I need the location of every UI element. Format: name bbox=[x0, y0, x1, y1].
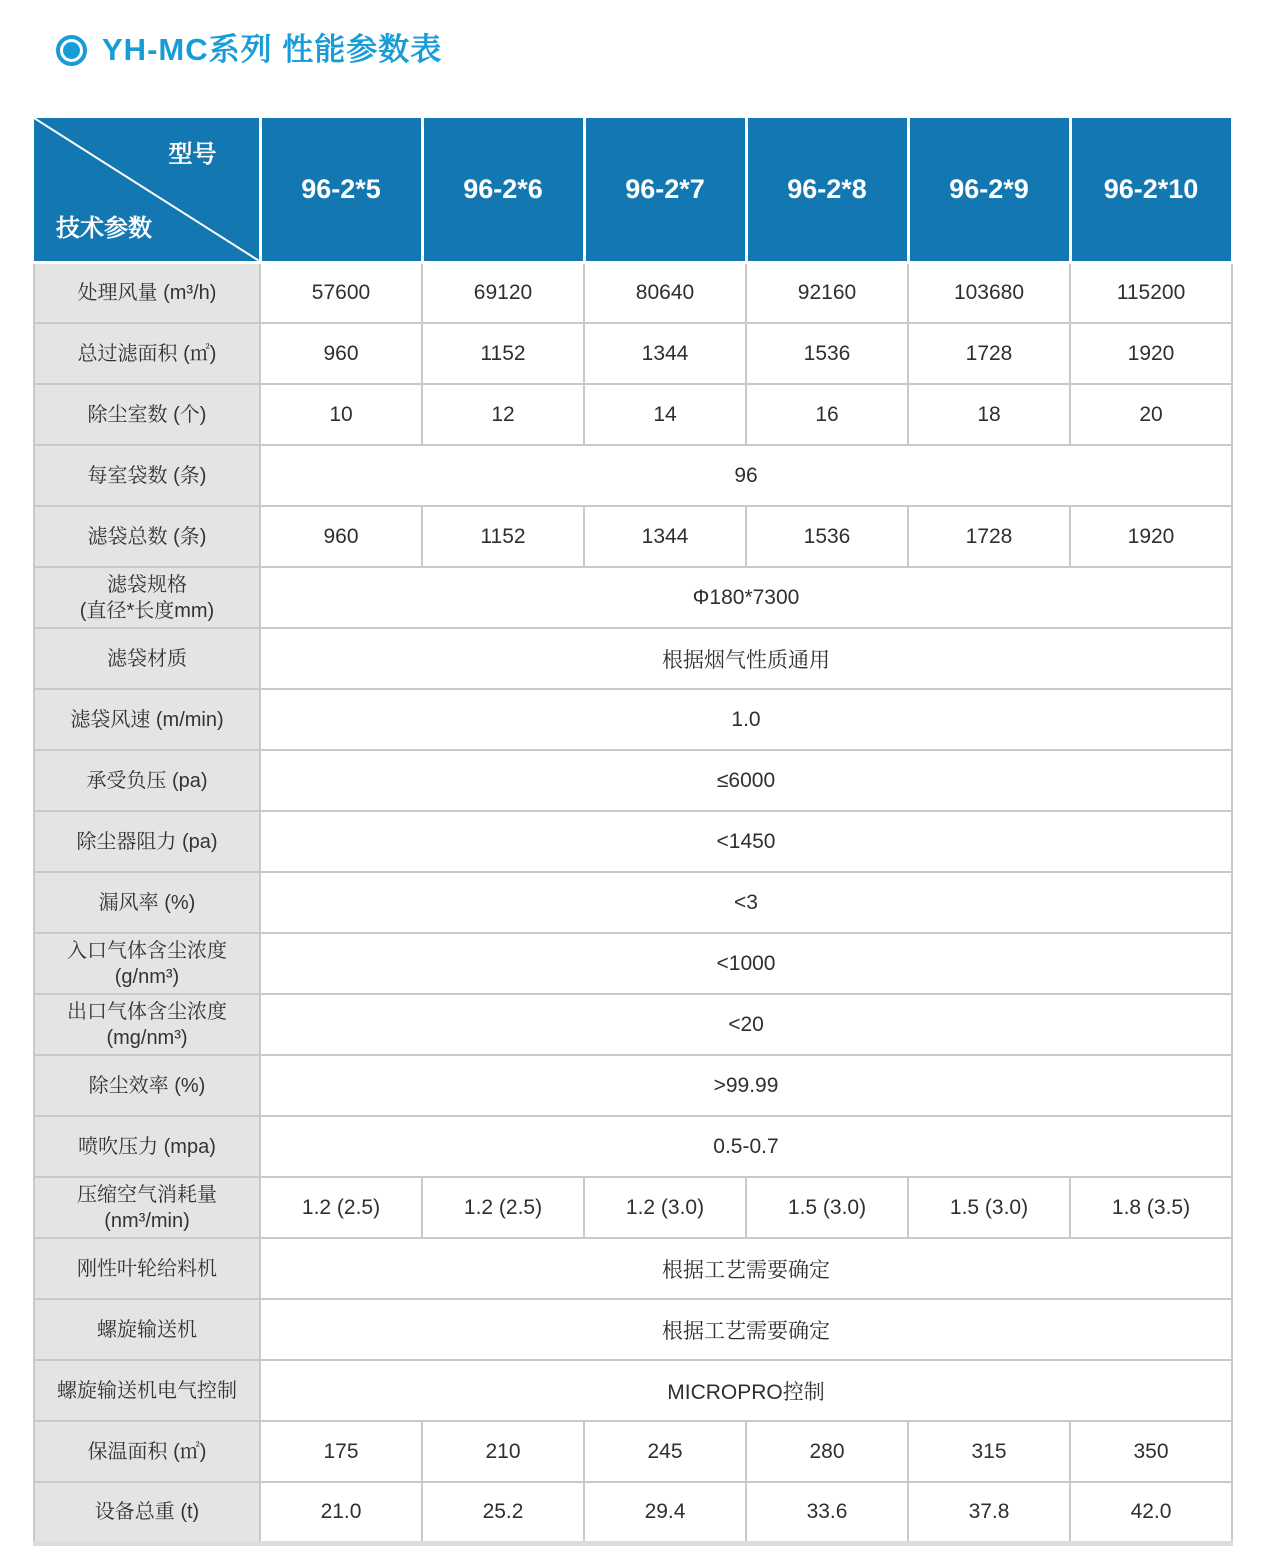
row-label: 螺旋输送机 bbox=[34, 1299, 260, 1360]
cell-value: 1.2 (2.5) bbox=[260, 1177, 422, 1238]
cell-value: 1920 bbox=[1070, 506, 1232, 567]
cell-value: 42.0 bbox=[1070, 1482, 1232, 1543]
table-row bbox=[34, 933, 1232, 994]
cell-value: 350 bbox=[1070, 1421, 1232, 1482]
page-title: YH-MC系列 性能参数表 bbox=[102, 32, 443, 67]
cell-value: 1536 bbox=[746, 506, 908, 567]
row-label-line1: 入口气体含尘浓度 bbox=[67, 939, 227, 962]
cell-value: 1.5 (3.0) bbox=[746, 1177, 908, 1238]
row-label bbox=[34, 994, 260, 1055]
table-row bbox=[34, 567, 1232, 628]
row-label bbox=[34, 567, 260, 628]
header-cell: 96-2*7 bbox=[584, 118, 746, 262]
cell-value: 80640 bbox=[584, 262, 746, 323]
row-label-line1: 滤袋规格 bbox=[107, 573, 187, 596]
table-row bbox=[34, 750, 1232, 811]
row-label: 螺旋输送机电气控制 bbox=[34, 1360, 260, 1421]
cell-value: 280 bbox=[746, 1421, 908, 1482]
row-label: 除尘效率 (%) bbox=[34, 1055, 260, 1116]
row-label-line1: 压缩空气消耗量 bbox=[77, 1183, 217, 1206]
cell-value: 1.2 (3.0) bbox=[584, 1177, 746, 1238]
table-row bbox=[34, 262, 1232, 323]
cell-value: 960 bbox=[260, 506, 422, 567]
row-label: 滤袋总数 (条) bbox=[34, 506, 260, 567]
table-row bbox=[34, 1055, 1232, 1116]
row-label: 保温面积 (㎡) bbox=[34, 1421, 260, 1482]
cell-value: 1728 bbox=[908, 506, 1070, 567]
merged-cell-value: 96 bbox=[260, 445, 1232, 506]
cell-value: 315 bbox=[908, 1421, 1070, 1482]
merged-cell-value: ≤6000 bbox=[260, 750, 1232, 811]
cell-value: 92160 bbox=[746, 262, 908, 323]
table-row bbox=[34, 1421, 1232, 1482]
circle-dot-icon bbox=[56, 35, 87, 66]
cell-value: 1344 bbox=[584, 323, 746, 384]
header-cell: 96-2*6 bbox=[422, 118, 584, 262]
header-cell: 96-2*10 bbox=[1070, 118, 1232, 262]
cell-value: 175 bbox=[260, 1421, 422, 1482]
table-row bbox=[34, 384, 1232, 445]
row-label: 总过滤面积 (㎡) bbox=[34, 323, 260, 384]
row-label bbox=[34, 933, 260, 994]
table-row bbox=[34, 323, 1232, 384]
merged-cell-value: 根据工艺需要确定 bbox=[260, 1299, 1232, 1360]
row-label: 除尘器阻力 (pa) bbox=[34, 811, 260, 872]
cell-value: 69120 bbox=[422, 262, 584, 323]
row-label: 承受负压 (pa) bbox=[34, 750, 260, 811]
merged-cell-value: <1000 bbox=[260, 933, 1232, 994]
cell-value: 1152 bbox=[422, 506, 584, 567]
merged-cell-value: MICROPRO控制 bbox=[260, 1360, 1232, 1421]
merged-cell-value: <1450 bbox=[260, 811, 1232, 872]
cell-value: 1.2 (2.5) bbox=[422, 1177, 584, 1238]
cell-value: 1920 bbox=[1070, 323, 1232, 384]
cell-value: 12 bbox=[422, 384, 584, 445]
table-row bbox=[34, 1360, 1232, 1421]
row-label-line2: (g/nm³) bbox=[114, 965, 180, 988]
cell-value: 1536 bbox=[746, 323, 908, 384]
merged-cell-value: Φ180*7300 bbox=[260, 567, 1232, 628]
merged-cell-value: <3 bbox=[260, 872, 1232, 933]
table-row bbox=[34, 811, 1232, 872]
table-header-row bbox=[34, 118, 1232, 262]
row-label: 每室袋数 (条) bbox=[34, 445, 260, 506]
table-row bbox=[34, 506, 1232, 567]
cell-value: 33.6 bbox=[746, 1482, 908, 1543]
table-row bbox=[34, 872, 1232, 933]
row-label-line2: (mg/nm³) bbox=[106, 1026, 188, 1049]
row-label: 设备总重 (t) bbox=[34, 1482, 260, 1543]
cell-value: 1.5 (3.0) bbox=[908, 1177, 1070, 1238]
cell-value: 210 bbox=[422, 1421, 584, 1482]
cell-value: 245 bbox=[584, 1421, 746, 1482]
table-row bbox=[34, 1177, 1232, 1238]
cell-value: 103680 bbox=[908, 262, 1070, 323]
corner-label-model: 型号 bbox=[168, 141, 217, 168]
row-label: 滤袋材质 bbox=[34, 628, 260, 689]
merged-cell-value: <20 bbox=[260, 994, 1232, 1055]
table-row bbox=[34, 1482, 1232, 1543]
table-row bbox=[34, 689, 1232, 750]
cell-value: 1152 bbox=[422, 323, 584, 384]
merged-cell-value: 根据烟气性质通用 bbox=[260, 628, 1232, 689]
cell-value: 25.2 bbox=[422, 1482, 584, 1543]
cell-value: 37.8 bbox=[908, 1482, 1070, 1543]
row-label: 漏风率 (%) bbox=[34, 872, 260, 933]
header-cell: 96-2*9 bbox=[908, 118, 1070, 262]
cell-value: 10 bbox=[260, 384, 422, 445]
row-label: 滤袋风速 (m/min) bbox=[34, 689, 260, 750]
cell-value: 57600 bbox=[260, 262, 422, 323]
row-label: 喷吹压力 (mpa) bbox=[34, 1116, 260, 1177]
corner-diagonal-cell bbox=[34, 118, 260, 262]
table-row bbox=[34, 994, 1232, 1055]
merged-cell-value: 1.0 bbox=[260, 689, 1232, 750]
table-row bbox=[34, 628, 1232, 689]
cell-value: 29.4 bbox=[584, 1482, 746, 1543]
row-label-line2: (nm³/min) bbox=[104, 1209, 190, 1232]
cell-value: 115200 bbox=[1070, 262, 1232, 323]
header-cell: 96-2*8 bbox=[746, 118, 908, 262]
cell-value: 21.0 bbox=[260, 1482, 422, 1543]
cell-value: 960 bbox=[260, 323, 422, 384]
row-label: 刚性叶轮给料机 bbox=[34, 1238, 260, 1299]
cell-value: 20 bbox=[1070, 384, 1232, 445]
cell-value: 1728 bbox=[908, 323, 1070, 384]
page-header bbox=[0, 0, 1264, 72]
corner-label-params: 技术参数 bbox=[56, 214, 152, 242]
table-row bbox=[34, 1238, 1232, 1299]
table-row bbox=[34, 1116, 1232, 1177]
merged-cell-value: 根据工艺需要确定 bbox=[260, 1238, 1232, 1299]
spec-table bbox=[33, 118, 1234, 1546]
merged-cell-value: >99.99 bbox=[260, 1055, 1232, 1116]
row-label-line1: 出口气体含尘浓度 bbox=[67, 1000, 227, 1023]
cell-value: 1.8 (3.5) bbox=[1070, 1177, 1232, 1238]
header-cell: 96-2*5 bbox=[260, 118, 422, 262]
row-label: 除尘室数 (个) bbox=[34, 384, 260, 445]
cell-value: 18 bbox=[908, 384, 1070, 445]
row-label-line2: (直径*长度mm) bbox=[79, 599, 215, 622]
row-label bbox=[34, 1177, 260, 1238]
row-label: 处理风量 (m³/h) bbox=[34, 262, 260, 323]
cell-value: 16 bbox=[746, 384, 908, 445]
merged-cell-value: 0.5-0.7 bbox=[260, 1116, 1232, 1177]
table-row bbox=[34, 445, 1232, 506]
cell-value: 1344 bbox=[584, 506, 746, 567]
cell-value: 14 bbox=[584, 384, 746, 445]
table-row bbox=[34, 1299, 1232, 1360]
